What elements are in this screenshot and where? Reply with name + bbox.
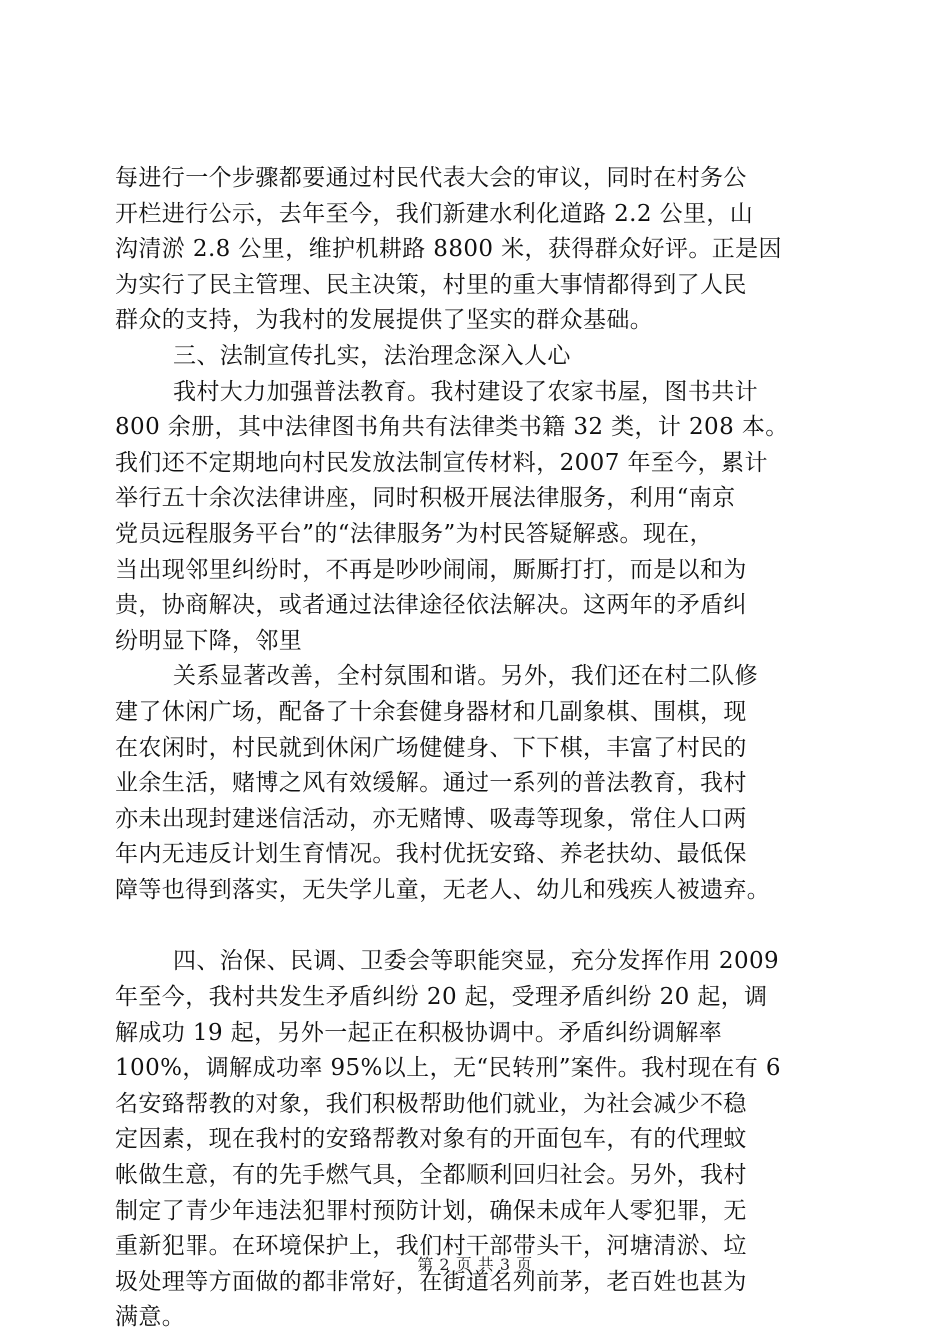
paragraph-first-line: 关系显著改善，全村氛围和谐。另外，我们还在村二队修 xyxy=(173,663,758,690)
text-line: 定因素，现在我村的安臵帮教对象有的开面包车，有的代理蚊 xyxy=(115,1126,747,1153)
text-line: 帐做生意，有的先手燃气具，全都顺利回归社会。另外，我村 xyxy=(115,1162,747,1189)
paragraph-gap xyxy=(115,908,835,944)
text-line: 800 余册，其中法律图书角共有法律类书籍 32 类，计 208 本。 xyxy=(115,414,789,441)
text-line: 制定了青少年违法犯罪村预防计划，确保未成年人零犯罪，无 xyxy=(115,1197,747,1224)
text-line: 重新犯罪。在环境保护上，我们村干部带头干，河塘清淤、垃 xyxy=(115,1233,747,1260)
text-line: 开栏进行公示，去年至今，我们新建水利化道路 2.2 公里，山 xyxy=(115,200,754,227)
text-line: 100%，调解成功率 95%以上，无“民转刑”案件。我村现在有 6 xyxy=(115,1055,781,1082)
text-line: 贵，协商解决，或者通过法律途径依法解决。这两年的矛盾纠 xyxy=(115,592,747,619)
text-line: 障等也得到落实，无失学儿童，无老人、幼儿和残疾人被遗弃。 xyxy=(115,876,771,903)
document-body xyxy=(115,161,835,1336)
text-line: 年至今，我村共发生矛盾纠纷 20 起，受理矛盾纠纷 20 起，调 xyxy=(115,984,768,1011)
text-line: 业余生活，赌博之风有效缓解。通过一系列的普法教育，我村 xyxy=(115,770,747,797)
text-line: 年内无违反计划生育情况。我村优抚安臵、养老扶幼、最低保 xyxy=(115,841,747,868)
text-line: 当出现邻里纠纷时，不再是吵吵闹闹，厮厮打打，而是以和为 xyxy=(115,556,747,583)
page-footer: 第 2 页 共 3 页 xyxy=(417,1255,533,1274)
text-line: 纷明显下降，邻里 xyxy=(115,627,303,654)
text-line: 党员远程服务平台”的“法律服务”为村民答疑解惑。现在， xyxy=(115,520,714,547)
section-heading: 三、法制宣传扎实，法治理念深入人心 xyxy=(173,342,571,369)
text-line: 每进行一个步骤都要通过村民代表大会的审议，同时在村务公 xyxy=(115,165,747,191)
section-heading-paragraph: 四、治保、民调、卫委会等职能突显，充分发挥作用 2009 xyxy=(173,948,780,975)
text-line: 举行五十余次法律讲座，同时积极开展法律服务，利用“南京 xyxy=(115,485,736,512)
text-line: 为实行了民主管理、民主决策，村里的重大事情都得到了人民 xyxy=(115,271,747,298)
text-line: 我们还不定期地向村民发放法制宣传材料，2007 年至今，累计 xyxy=(115,449,768,476)
text-line: 解成功 19 起，另外一起正在积极协调中。矛盾纠纷调解率 xyxy=(115,1019,723,1046)
text-line: 在农闲时，村民就到休闲广场健健身、下下棋，丰富了村民的 xyxy=(115,734,747,761)
text-line: 亦未出现封建迷信活动，亦无赌博、吸毒等现象，常住人口两 xyxy=(115,805,747,832)
text-line: 名安臵帮教的对象，我们积极帮助他们就业，为社会减少不稳 xyxy=(115,1090,747,1117)
text-line: 圾处理等方面做的都非常好，在街道名列前茅，老百姓也甚为 xyxy=(115,1268,747,1295)
text-line: 满意。 xyxy=(115,1304,186,1331)
text-line: 沟清淤 2.8 公里，维护机耕路 8800 米，获得群众好评。正是因 xyxy=(115,236,782,263)
text-line: 群众的支持，为我村的发展提供了坚实的群众基础。 xyxy=(115,307,654,334)
paragraph-first-line: 我村大力加强普法教育。我村建设了农家书屋，图书共计 xyxy=(173,378,758,405)
text-line: 建了休闲广场，配备了十余套健身器材和几副象棋、围棋，现 xyxy=(115,698,747,725)
